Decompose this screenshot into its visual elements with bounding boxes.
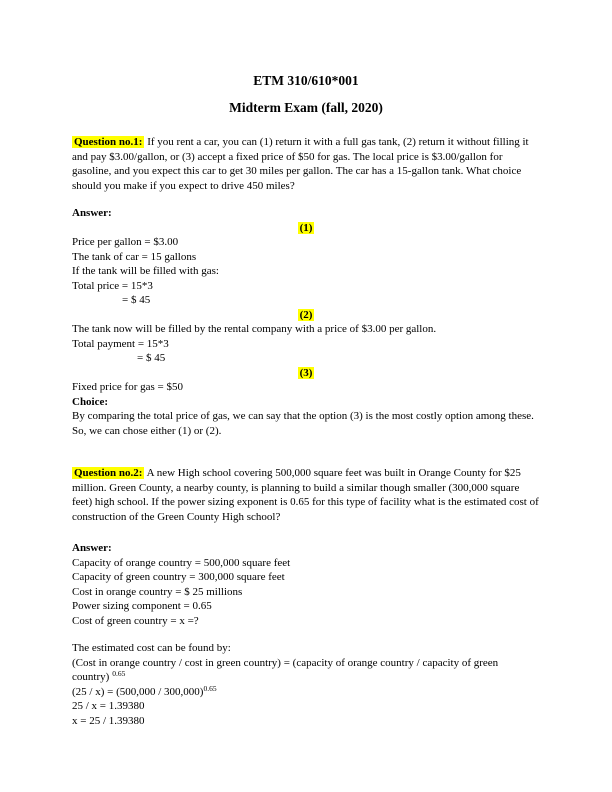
- q2-calc-exponent: 0.65: [203, 683, 217, 693]
- q2-given-line: Capacity of orange country = 500,000 square feet: [72, 556, 291, 569]
- q1-option-2-badge-row: [72, 308, 540, 323]
- q2-formula-exponent: 0.65: [112, 669, 126, 678]
- q1-option-1-line: If the tank will be filled with gas:: [72, 265, 219, 277]
- course-code: ETM 310/610*001: [253, 73, 359, 88]
- option-3-badge: (3): [299, 366, 313, 379]
- q2-formula: [72, 656, 540, 685]
- q1-choice-label: Choice:: [72, 395, 109, 408]
- q2-formula-part2: country): [72, 671, 110, 683]
- q1-option-1-result: = $ 45: [122, 294, 151, 306]
- q2-given-line: Cost in orange country = $ 25 millions: [72, 585, 243, 598]
- q2-calc-line: x = 25 / 1.39380: [72, 714, 145, 727]
- q1-answer-label: Answer:: [72, 207, 112, 219]
- q1-option-1-line: Total price = 15*3: [72, 279, 153, 292]
- q2-answer-label: Answer:: [72, 542, 112, 554]
- question-1-text: If you rent a car, you can (1) return it with a full gas tank, (2) return it without filling it and pay $3.00/gallon, or (3) accept a fixed price of $50 for gas. The local price is $3.00/gallon for gasoline, and you expect this car to get 30 miles per gallon. The car has a 15-gallon tank. What choice should you make if you expect to drive 450 miles?: [72, 136, 529, 192]
- q1-choice-text: By comparing the total price of gas, we can say that the option (3) is the most costly option among these. So, we can chose either (1) or (2).: [72, 410, 534, 437]
- question-1-paragraph: [72, 135, 540, 193]
- q2-calc-line: 25 / x = 1.39380: [72, 700, 145, 712]
- question-2-label: Question no.2:: [74, 467, 143, 479]
- q1-option-2-line: The tank now will be filled by the rental company with a price of $3.00 per gallon.: [72, 323, 437, 335]
- q1-option-2-line: Total payment = 15*3: [72, 337, 169, 350]
- q2-given-line: Power sizing component = 0.65: [72, 600, 212, 612]
- q2-calc-line: [72, 685, 540, 700]
- question-2-paragraph: [72, 466, 540, 524]
- q1-option-3-line: Fixed price for gas = $50: [72, 381, 183, 393]
- document-header: [72, 73, 540, 115]
- option-1-badge: (1): [299, 221, 313, 234]
- q1-option-1-line: Price per gallon = $3.00: [72, 236, 179, 248]
- option-2-badge: (2): [299, 308, 313, 321]
- q1-option-2-result: = $ 45: [137, 352, 166, 364]
- q2-calc-base: (25 / x) = (500,000 / 300,000): [72, 685, 204, 698]
- question-2-text: A new High school covering 500,000 square feet was built in Orange County for $25 million. Green County, a nearby county, is planning to build a similar though smaller (300,000 square feet) high school. If the power sizing exponent is 0.65 for this type of facility what is the estimated cost of construction of the Green County High school?: [72, 467, 539, 523]
- q2-given-line: Cost of green country = x =?: [72, 614, 199, 627]
- q1-option-3-badge-row: [72, 366, 540, 381]
- exam-title: Midterm Exam (fall, 2020): [229, 100, 383, 115]
- q1-option-1-line: The tank of car = 15 gallons: [72, 250, 197, 263]
- question-1-label: Question no.1:: [74, 136, 143, 148]
- q2-method-intro: The estimated cost can be found by:: [72, 642, 231, 654]
- q2-formula-part1: (Cost in orange country / cost in green country) = (capacity of orange country / capacity of green: [72, 656, 499, 669]
- q1-option-1-badge-row: [72, 221, 540, 236]
- q2-given-line: Capacity of green country = 300,000 square feet: [72, 571, 285, 583]
